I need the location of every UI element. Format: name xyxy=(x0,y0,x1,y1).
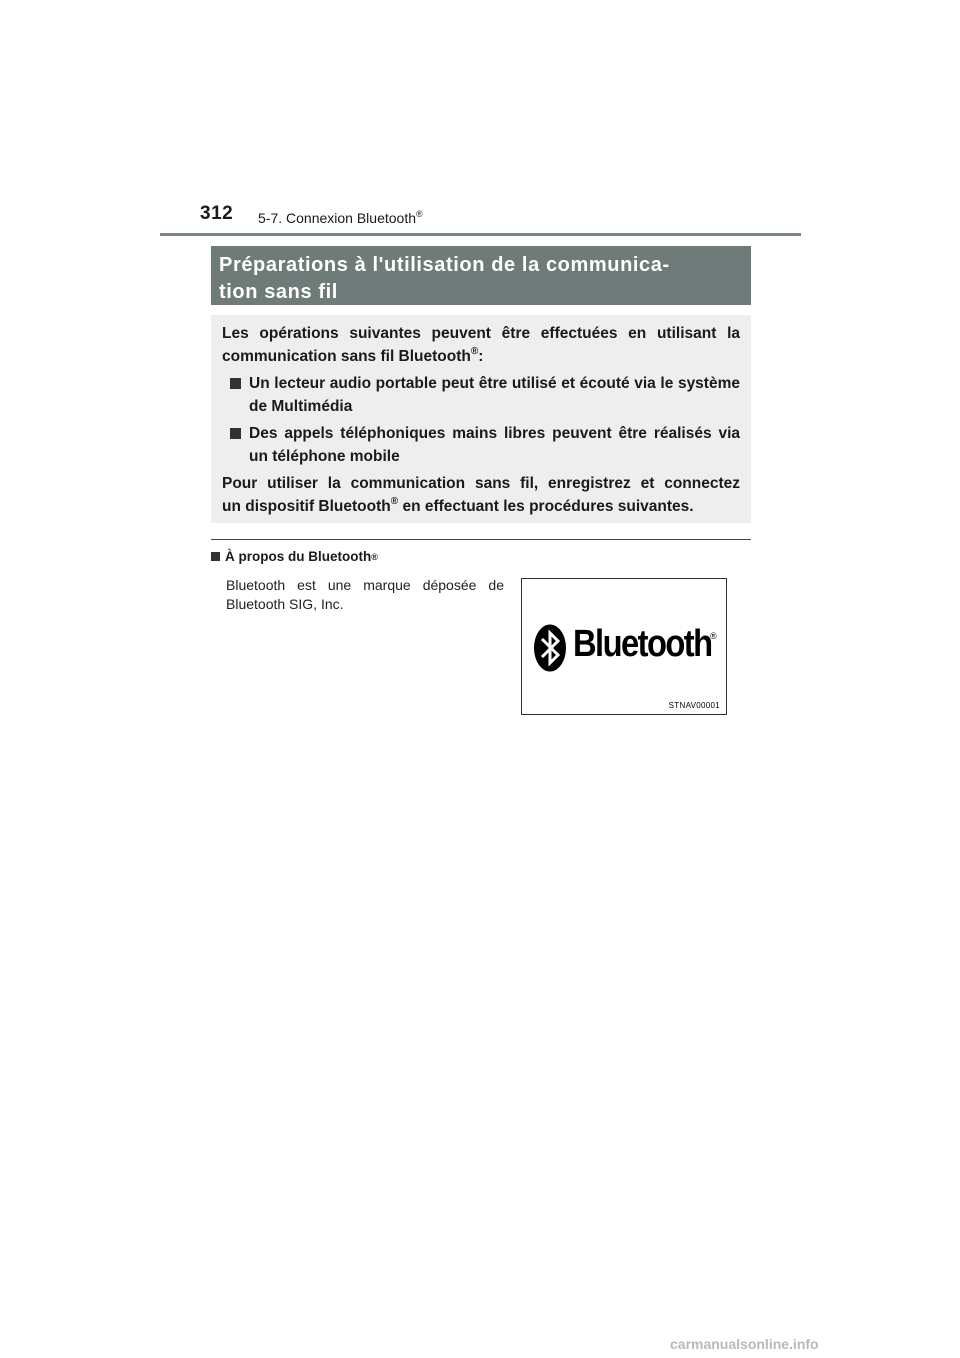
closing-text-b: en effectuant les procédures suivantes. xyxy=(398,498,694,515)
page-number: 312 xyxy=(200,203,234,224)
intro-closing-line-1: Pour utiliser la communication sans fil, enregistrez et connectez xyxy=(222,475,740,492)
about-heading: À propos du Bluetooth ® xyxy=(211,549,378,564)
header-rule xyxy=(160,233,801,236)
registered-mark: ® xyxy=(710,631,717,641)
bullet-text: Des appels téléphoniques mains libres peuvent être réalisés via un téléphone mobile xyxy=(249,425,740,465)
section-title: 5-7. Connexion Bluetooth xyxy=(258,210,416,226)
figure-code: STNAV00001 xyxy=(668,701,720,710)
registered-mark: ® xyxy=(416,209,423,219)
list-item xyxy=(222,422,740,468)
section-label xyxy=(258,209,423,226)
section-title-banner xyxy=(211,246,751,305)
list-item xyxy=(222,372,740,418)
closing-text-a: un dispositif Bluetooth xyxy=(222,498,391,515)
registered-mark: ® xyxy=(470,346,479,357)
about-body-line-1: Bluetooth est une marque déposée de xyxy=(226,577,504,593)
title-line-2: tion sans fil xyxy=(219,281,338,303)
square-bullet-icon xyxy=(211,552,220,561)
about-body xyxy=(226,576,504,614)
intro-lead-colon: : xyxy=(478,348,484,365)
square-bullet-icon xyxy=(230,428,241,439)
intro-box xyxy=(211,315,751,523)
square-bullet-icon xyxy=(230,378,241,389)
bluetooth-logo-figure xyxy=(521,578,727,715)
intro-lead-line-2 xyxy=(222,345,740,368)
registered-mark: ® xyxy=(390,496,399,507)
title-line-1: Préparations à l'utilisation de la communica- xyxy=(219,254,670,276)
intro-lead-line-1: Les opérations suivantes peuvent être effectuées en utilisant la xyxy=(222,325,740,342)
intro-lead-text: communication sans fil Bluetooth xyxy=(222,348,471,365)
bluetooth-icon xyxy=(533,624,567,672)
about-body-line-2: Bluetooth SIG, Inc. xyxy=(226,596,344,612)
watermark: carmanualsonline.info xyxy=(670,1336,819,1352)
content-divider xyxy=(211,539,751,540)
bullet-text: Un lecteur audio portable peut être utilisé et écouté via le système de Multimédia xyxy=(249,375,740,415)
intro-closing-line-2 xyxy=(222,495,740,518)
bluetooth-wordmark: Bluetooth xyxy=(573,623,712,665)
about-heading-text: À propos du Bluetooth xyxy=(225,549,372,564)
